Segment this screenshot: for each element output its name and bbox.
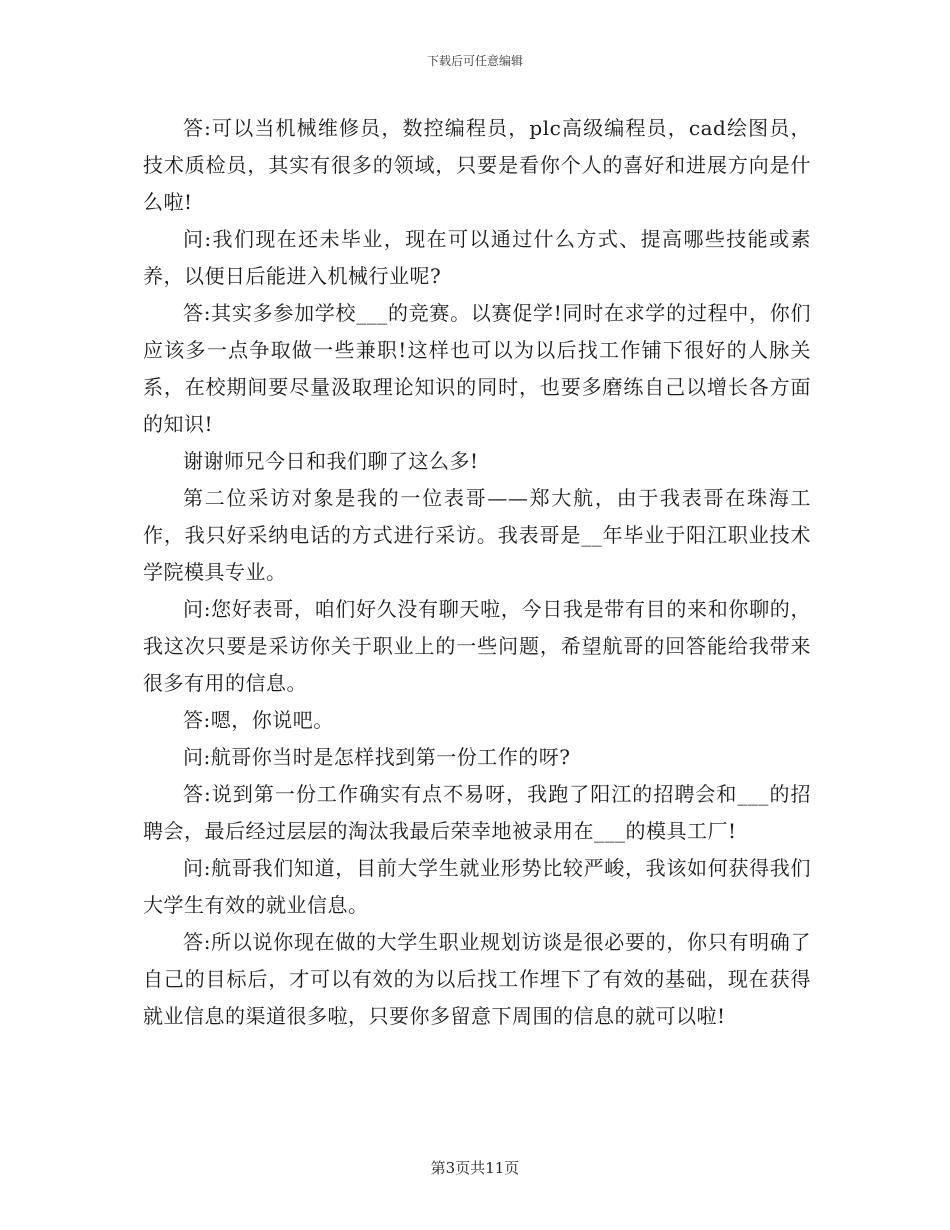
paragraph-second-interviewee: 第二位采访对象是我的一位表哥——郑大航，由于我表哥在珠海工作，我只好采纳电话的方式进行采访。我表哥是__年毕业于阳江职业技术学院模具专业。	[143, 486, 811, 584]
paragraph-answer-go-ahead: 答:嗯，你说吧。	[183, 708, 334, 732]
paragraph-thanks: 谢谢师兄今日和我们聊了这么多!	[183, 449, 479, 473]
paragraph-question-skills: 问:我们现在还未毕业，现在可以通过什么方式、提高哪些技能或素养，以便日后能进入机械行业呢?	[143, 227, 811, 288]
paragraph-question-first-job: 问:航哥你当时是怎样找到第一份工作的呀?	[183, 745, 571, 769]
document-body	[143, 110, 811, 1035]
paragraph-answer-career-roles: 答:可以当机械维修员，数控编程员，plc高级编程员，cad绘图员，技术质检员，其实有很多的领域，只要是看你个人的喜好和进展方向是什么啦!	[143, 116, 811, 214]
paragraph-answer-first-job: 答:说到第一份工作确实有点不易呀，我跑了阳江的招聘会和___的招聘会，最后经过层层的淘汰我最后荣幸地被录用在___的模具工厂!	[143, 782, 811, 843]
paragraph-question-job-info: 问:航哥我们知道，目前大学生就业形势比较严峻，我该如何获得我们大学生有效的就业信息。	[143, 856, 811, 917]
page-number: 第3页共11页	[430, 1159, 520, 1177]
paragraph-question-greeting: 问:您好表哥，咱们好久没有聊天啦，今日我是带有目的来和你聊的，我这次只要是采访你关于职业上的一些问题，希望航哥的回答能给我带来很多有用的信息。	[143, 597, 811, 695]
page-header: 下载后可任意编辑	[426, 54, 523, 68]
paragraph-answer-job-info: 答:所以说你现在做的大学生职业规划访谈是很必要的，你只有明确了自己的目标后，才可以有效的为以后找工作埋下了有效的基础，现在获得就业信息的渠道很多啦，只要你多留意下周围的信息的就可以啦!	[143, 930, 811, 1028]
paragraph-answer-competitions: 答:其实多参加学校___的竞赛。以赛促学!同时在求学的过程中，你们应该多一点争取做一些兼职!这样也可以为以后找工作铺下很好的人脉关系，在校期间要尽量汲取理论知识的同时，也要多磨练自己以增长各方面的知识!	[143, 301, 811, 436]
